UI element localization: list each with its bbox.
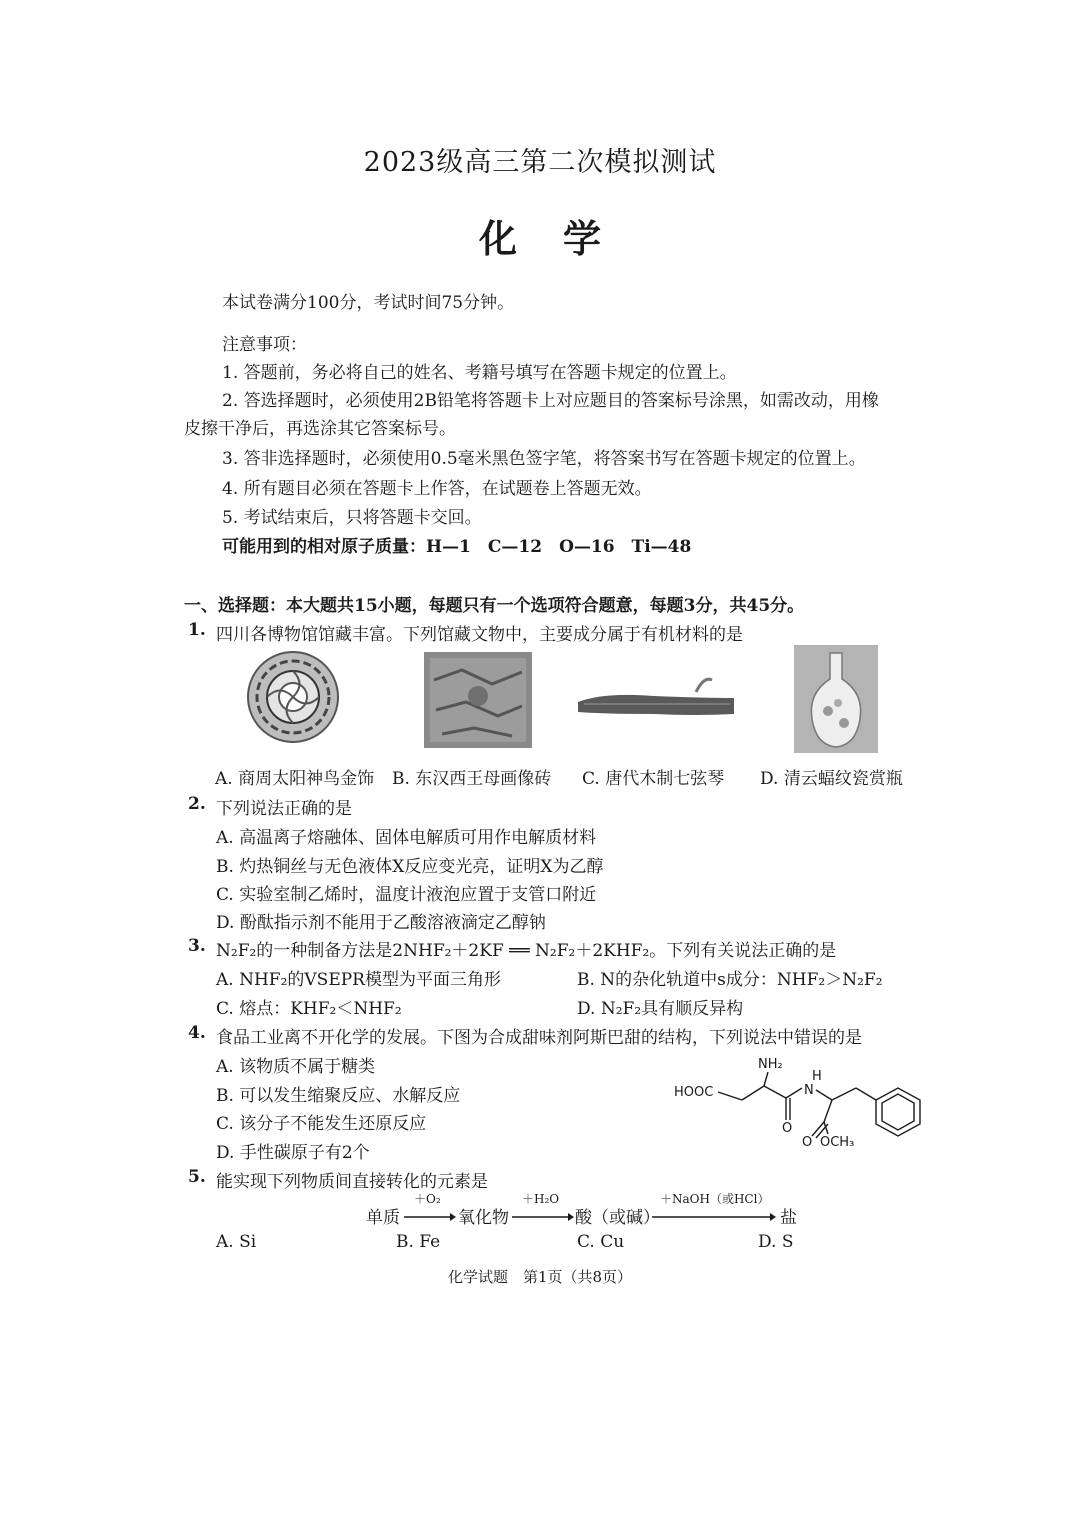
q5-arrow-1 <box>404 1207 456 1217</box>
q3-stem: N₂F₂的一种制备方法是2NHF₂＋2KF ══ N₂F₂＋2KHF₂。下列有关说法正确的是 <box>216 941 837 961</box>
label-och3: OCH₃ <box>820 1135 855 1150</box>
label-nh2: NH₂ <box>758 1057 783 1072</box>
q5-chain-r1: ＋O₂ <box>414 1192 441 1206</box>
q2-number: 2. <box>188 794 206 814</box>
q2-option-d: D. 酚酞指示剂不能用于乙酸溶液滴定乙醇钠 <box>216 913 546 933</box>
q5-chain-s4: 盐 <box>780 1208 797 1228</box>
q1-stem: 四川各博物馆馆藏丰富。下列馆藏文物中，主要成分属于有机材料的是 <box>216 625 743 645</box>
q5-option-a: A. Si <box>216 1232 257 1252</box>
q5-stem: 能实现下列物质间直接转化的元素是 <box>216 1172 488 1192</box>
q4-number: 4. <box>188 1023 206 1043</box>
q1-number: 1. <box>188 620 206 640</box>
q5-chain-r3: ＋NaOH（或HCl） <box>660 1192 770 1206</box>
q1-image-guqin <box>574 672 738 722</box>
label-o1: O <box>782 1121 793 1136</box>
subject-title: 化学 <box>478 216 647 261</box>
notice-item-5: 5. 考试结束后，只将答题卡交回。 <box>222 508 482 528</box>
label-hooc: HOOC <box>674 1085 714 1100</box>
q3-option-a: A. NHF₂的VSEPR模型为平面三角形 <box>216 970 501 990</box>
q5-chain-s3: 酸（或碱） <box>575 1208 660 1228</box>
q4-option-b: B. 可以发生缩聚反应、水解反应 <box>216 1086 461 1106</box>
notice-heading: 注意事项： <box>222 335 307 355</box>
q1-option-a: A. 商周太阳神鸟金饰 <box>215 769 375 789</box>
notice-item-2-cont: 皮擦干净后，再选涂其它答案标号。 <box>184 419 456 439</box>
notice-item-3: 3. 答非选择题时，必须使用0.5毫米黑色签字笔，将答案书写在答题卡规定的位置上。 <box>222 449 866 469</box>
label-h: H <box>812 1069 822 1084</box>
q1-image-brick <box>422 650 534 750</box>
q5-arrow-2 <box>512 1207 574 1217</box>
q2-option-a: A. 高温离子熔融体、固体电解质可用作电解质材料 <box>216 828 597 848</box>
intro-text: 本试卷满分100分，考试时间75分钟。 <box>222 293 515 313</box>
q5-chain-r2: ＋H₂O <box>522 1192 560 1206</box>
aspartame-structure <box>672 1052 932 1152</box>
page-footer: 化学试题 第1页（共8页） <box>447 1268 633 1286</box>
q3-number: 3. <box>188 936 206 956</box>
q4-stem: 食品工业离不开化学的发展。下图为合成甜味剂阿斯巴甜的结构，下列说法中错误的是 <box>216 1028 862 1048</box>
q2-option-b: B. 灼热铜丝与无色液体X反应变光亮，证明X为乙醇 <box>216 857 604 877</box>
q5-chain-s2: 氧化物 <box>458 1208 509 1228</box>
q5-option-c: C. Cu <box>577 1232 625 1252</box>
q5-option-d: D. S <box>758 1232 794 1252</box>
notice-item-2: 2. 答选择题时，必须使用2B铅笔将答题卡上对应题目的答案标号涂黑，如需改动，用橡 <box>222 391 879 411</box>
q3-option-d: D. N₂F₂具有顺反异构 <box>577 999 744 1019</box>
q5-arrow-3 <box>652 1207 776 1217</box>
q3-option-c: C. 熔点：KHF₂＜NHF₂ <box>216 999 402 1019</box>
label-o2: O <box>802 1135 813 1150</box>
q2-stem: 下列说法正确的是 <box>216 799 352 819</box>
q4-option-c: C. 该分子不能发生还原反应 <box>216 1114 427 1134</box>
q2-option-c: C. 实验室制乙烯时，温度计液泡应置于支管口附近 <box>216 885 597 905</box>
q4-option-a: A. 该物质不属于糖类 <box>216 1057 376 1077</box>
q1-option-b: B. 东汉西王母画像砖 <box>392 769 552 789</box>
q5-chain-s1: 单质 <box>366 1208 400 1228</box>
q1-option-c: C. 唐代木制七弦琴 <box>582 769 725 789</box>
notice-item-4: 4. 所有题目必须在答题卡上作答，在试题卷上答题无效。 <box>222 479 652 499</box>
atomic-masses: 可能用到的相对原子质量：H—1 C—12 O—16 Ti—48 <box>222 537 692 557</box>
exam-title: 2023级高三第二次模拟测试 <box>363 147 717 178</box>
section-1-title: 一、选择题：本大题共15小题，每题只有一个选项符合题意，每题3分，共45分。 <box>184 596 805 616</box>
q1-image-vase <box>794 645 878 753</box>
q5-option-b: B. Fe <box>396 1232 441 1252</box>
notice-item-1: 1. 答题前，务必将自己的姓名、考籍号填写在答题卡规定的位置上。 <box>222 363 737 383</box>
q3-option-b: B. N的杂化轨道中s成分：NHF₂＞N₂F₂ <box>577 970 883 990</box>
q1-option-d: D. 清云蝠纹瓷赏瓶 <box>760 769 903 789</box>
q5-number: 5. <box>188 1167 206 1187</box>
q4-option-d: D. 手性碳原子有2个 <box>216 1143 370 1163</box>
label-n: N <box>804 1083 814 1098</box>
q1-image-gold-ornament <box>246 650 340 744</box>
